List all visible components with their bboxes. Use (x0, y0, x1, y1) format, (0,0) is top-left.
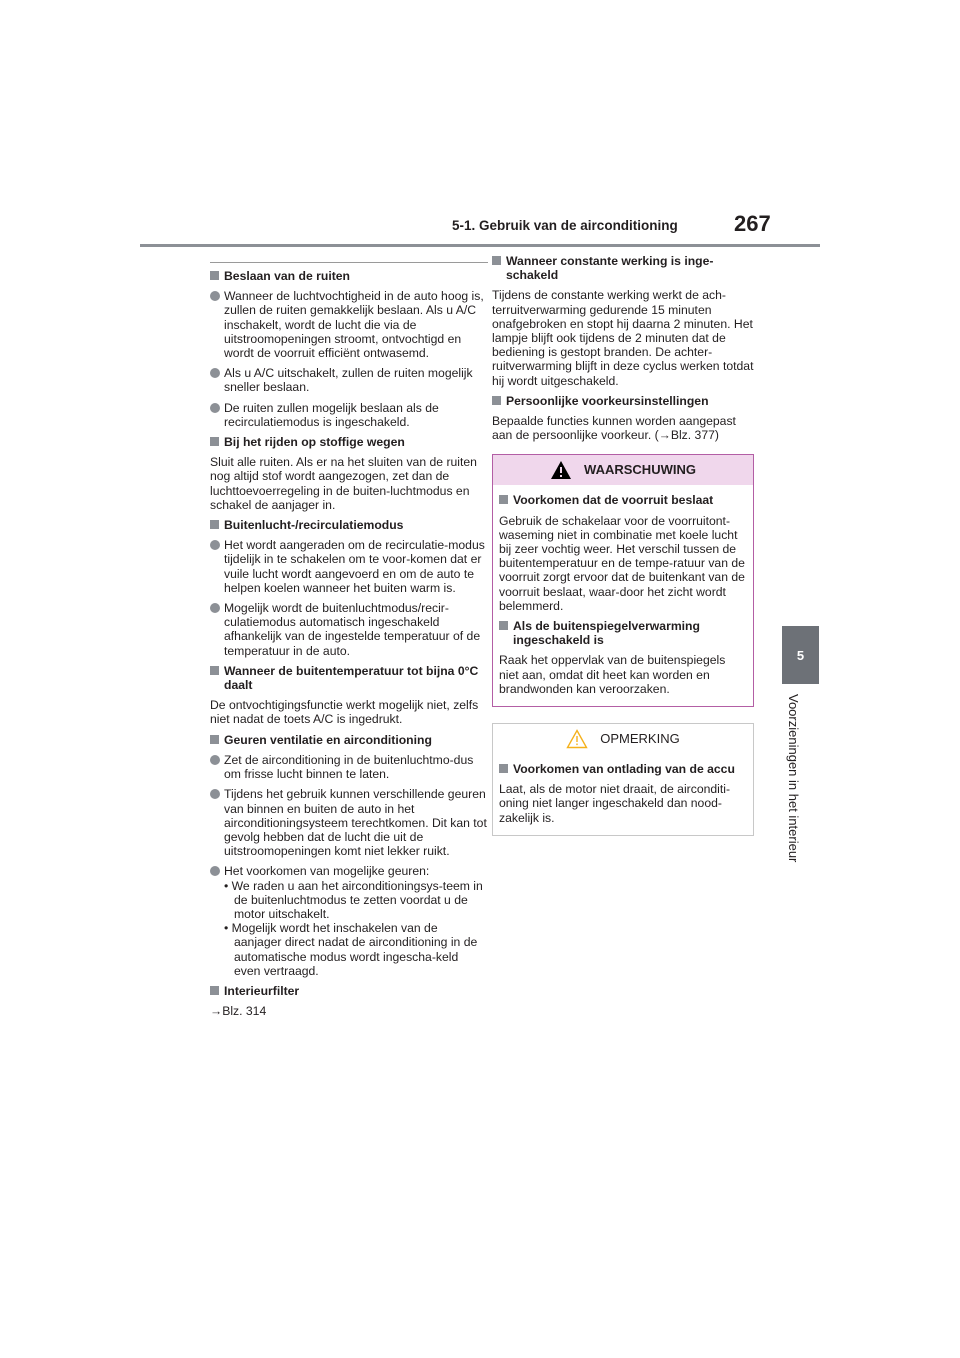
text: Buitenlucht-/recirculatiemodus (224, 518, 404, 533)
bullet-item (210, 787, 488, 858)
header-rule (140, 244, 820, 247)
notice-title: OPMERKING (600, 730, 680, 746)
text: Sluit alle ruiten. Als er na het sluiten van de ruiten nog altijd stof wordt aangezogen, zet dan de luchttoevoerregeling in de buiten-luchtmodus en schakel de aanjager in. (210, 455, 477, 512)
chapter-tab[interactable]: 5 (782, 626, 819, 684)
text: Wanneer de buitentemperatuur tot bijna 0°C daalt (224, 663, 479, 693)
text: Als de buitenspiegelverwarming ingeschakeld is (513, 619, 700, 648)
text: Raak het oppervlak van de buitenspiegels niet aan, omdat dit heet kan worden en brandwonden kan veroorzaken. (499, 653, 726, 696)
notice-triangle-icon (566, 729, 588, 749)
heading-square-icon (499, 764, 508, 773)
paragraph (492, 288, 754, 387)
bullet-dot-icon (210, 755, 220, 765)
section-heading (210, 664, 488, 692)
section-heading (210, 518, 488, 532)
section-heading (499, 762, 747, 776)
sub-bullet: • We raden u aan het airconditioningsys-teem in de buitenluchtmodus te zetten voordat u de motor uitschakelt. (224, 878, 483, 921)
warning-header (493, 455, 753, 485)
paragraph (210, 1004, 488, 1018)
chapter-title: Voorzieningen in het interieur (786, 694, 801, 863)
bullet-dot-icon (210, 540, 220, 550)
text: Voorkomen dat de voorruit beslaat (513, 493, 714, 508)
heading-square-icon (210, 520, 219, 529)
paragraph (499, 653, 747, 696)
bullet-item (210, 538, 488, 595)
text: Wanneer constante werking is inge-schakeld (506, 254, 714, 283)
text: Als u A/C uitschakelt, zullen de ruiten mogelijk sneller beslaan. (224, 366, 473, 395)
text: Tijdens de constante werking werkt de ach-terruitverwarming gedurende 15 minuten onafgebroken en stopt hij daarna 2 minuten. Het lampje blijft ook tijdens de 2 minuten dat de bediening is gestopt branden. De achter-ruitverwarming blijft in deze cyclus werken totdat hij wordt uitgeschakeld. (492, 288, 754, 388)
bullet-item (210, 401, 488, 429)
text: Laat, als de motor niet draait, de airconditi-oning niet langer ingeschakeld dan nood-zakelijk is. (499, 782, 731, 825)
heading-square-icon (210, 271, 219, 280)
page-number: 267 (734, 211, 771, 236)
text: Interieurfilter (224, 983, 300, 998)
text: Voorkomen van ontlading van de accu (513, 762, 735, 777)
text: Geuren ventilatie en airconditioning (224, 732, 432, 747)
bullet-dot-icon (210, 866, 220, 876)
heading-square-icon (210, 986, 219, 995)
right-column (492, 254, 754, 852)
text: Gebruik de schakelaar voor de voorruitont-waseming niet in combinatie met koele lucht bij zeer vochtig weer. Het verschil tussen de buitentemperatuur en de tempe-ratuur van de voorruit zorgt ervoor dat de buitenkant van de voorruit beslaat, waar-door het zicht wordt belemmerd. (499, 513, 745, 613)
paragraph (210, 455, 488, 512)
heading-square-icon (499, 621, 508, 630)
warning-triangle-icon (550, 460, 572, 480)
section-heading (210, 733, 488, 747)
notice-box (492, 723, 754, 836)
heading-square-icon (492, 396, 501, 405)
heading-square-icon (499, 495, 508, 504)
text: Mogelijk wordt de buitenluchtmodus/recir-culatiemodus automatisch ingeschakeld afhankelijk van de ingestelde temperatuur of de temperatuur in de auto. (224, 601, 481, 658)
bullet-item (210, 601, 488, 658)
text: Persoonlijke voorkeursinstellingen (506, 393, 709, 408)
text: De ruiten zullen mogelijk beslaan als de recirculatiemodus is ingeschakeld. (224, 400, 439, 429)
section-heading (210, 984, 488, 998)
bullet-dot-icon (210, 789, 220, 799)
bullet-dot-icon (210, 291, 220, 301)
paragraph (492, 414, 754, 442)
section-heading (492, 394, 754, 408)
text: Het voorkomen van mogelijke geuren: (224, 864, 430, 879)
paragraph (499, 782, 747, 825)
bullet-item (210, 753, 488, 781)
section-heading (492, 254, 754, 282)
bullet-dot-icon (210, 368, 220, 378)
bullet-item (210, 366, 488, 394)
paragraph (210, 698, 488, 726)
heading-square-icon (210, 666, 219, 675)
text: Bij het rijden op stoffige wegen (224, 435, 405, 450)
text: Wanneer de luchtvochtigheid in de auto hoog is, zullen de ruiten gemakkelijk beslaan. Als u A/C inschakelt, wordt de lucht die via de uitstroomopeningen stroomt, ontvochtigd en wordt de voorruit efficiënt ontwasemd. (224, 289, 484, 361)
warning-title: WAARSCHUWING (584, 462, 696, 478)
warning-box (492, 454, 754, 707)
bullet-item (210, 289, 488, 360)
section-heading (210, 269, 488, 283)
left-column (210, 262, 488, 1024)
sub-bullet: • Mogelijk wordt het inschakelen van de aanjager direct nadat de airconditioning in de automatische modus wordt ingescha-keld even vertraagd. (224, 921, 478, 978)
bullet-dot-icon (210, 603, 220, 613)
bullet-item (210, 864, 488, 978)
section-heading (499, 619, 747, 647)
text: Het wordt aangeraden om de recirculatie-modus tijdelijk in te schakelen om te voor-komen dat er vuile lucht wordt aangevoerd en om de auto te helpen koelen wanneer het buiten warm is. (224, 538, 485, 595)
text: De ontvochtigingsfunctie werkt mogelijk niet, zelfs niet nadat de toets A/C is ingedrukt. (210, 698, 479, 727)
section-heading (499, 493, 747, 507)
text: Tijdens het gebruik kunnen verschillende geuren van binnen en buiten de auto in het airconditioningsysteem terechtkomen. Dit kan tot gevolg hebben dat de lucht die uit de uitstroomopeningen komt niet lekker ruikt. (224, 787, 487, 859)
heading-square-icon (210, 437, 219, 446)
notice-header (493, 724, 753, 754)
heading-square-icon (210, 735, 219, 744)
text: Bepaalde functies kunnen worden aangepast aan de persoonlijke voorkeur. (→Blz. 377) (492, 414, 736, 443)
bullet-dot-icon (210, 403, 220, 413)
text: →Blz. 314 (210, 1004, 267, 1019)
section-title: 5-1. Gebruik van de airconditioning (452, 218, 678, 233)
heading-square-icon (492, 256, 501, 265)
text: Zet de airconditioning in de buitenluchtmo-dus om frisse lucht binnen te laten. (224, 752, 474, 782)
paragraph (499, 514, 747, 613)
section-heading (210, 435, 488, 449)
text: Beslaan van de ruiten (224, 269, 350, 283)
